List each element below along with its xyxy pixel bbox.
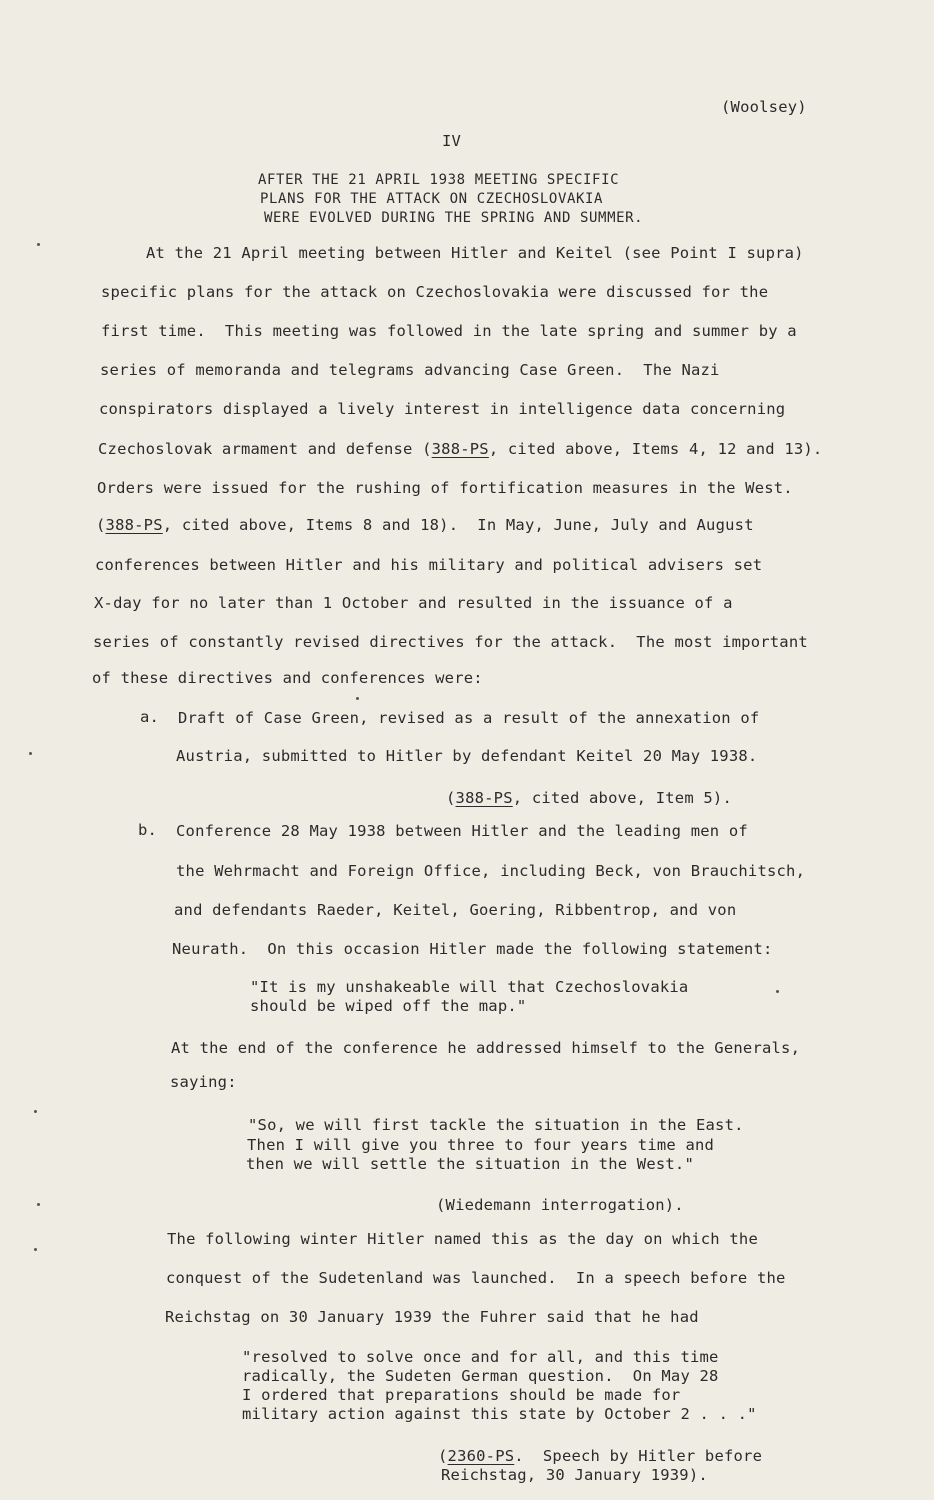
body-line: series of memoranda and telegrams advancing Case Green. The Nazi — [100, 361, 720, 379]
item-citation: (388-PS, cited above, Item 5). — [446, 789, 732, 807]
body-line: conspirators displayed a lively interest in intelligence data concerning — [99, 400, 786, 418]
item-line: Reichstag on 30 January 1939 the Fuhrer said that he had — [165, 1308, 699, 1326]
author-note: (Woolsey) — [721, 98, 807, 116]
title-line-1: AFTER THE 21 APRIL 1938 MEETING SPECIFIC — [258, 172, 620, 188]
item-line: The following winter Hitler named this as the day on which the — [167, 1230, 758, 1248]
document-reference: 388-PS — [455, 789, 513, 807]
quote-line: I ordered that preparations should be made for — [242, 1386, 681, 1404]
item-line: Draft of Case Green, revised as a result of the annexation of — [178, 709, 760, 727]
item-marker: b. — [138, 821, 158, 839]
item-line: conquest of the Sudetenland was launched. In a speech before the — [166, 1269, 786, 1287]
title-line-3: WERE EVOLVED DURING THE SPRING AND SUMMER. — [264, 210, 644, 226]
paper-speck — [34, 1110, 37, 1113]
quote-line: radically, the Sudeten German question. On May 28 — [242, 1367, 719, 1385]
body-line: of these directives and conferences were: — [92, 669, 483, 687]
final-citation-line-2: Reichstag, 30 January 1939). — [441, 1466, 708, 1484]
quote-line: "So, we will first tackle the situation in the East. — [248, 1116, 744, 1134]
quote-line: "It is my unshakeable will that Czechoslovakia — [250, 978, 689, 996]
item-line: saying: — [170, 1073, 237, 1091]
body-line: series of constantly revised directives for the attack. The most important — [93, 633, 808, 651]
paper-speck — [37, 243, 40, 246]
document-reference: 2360-PS — [447, 1447, 515, 1465]
quote-line: then we will settle the situation in the West." — [246, 1155, 694, 1173]
body-line: first time. This meeting was followed in the late spring and summer by a — [101, 322, 797, 340]
quote-line: Then I will give you three to four years time and — [247, 1136, 715, 1154]
quote-line: military action against this state by October 2 . . ." — [242, 1405, 757, 1423]
paper-speck — [37, 1203, 40, 1206]
item-line: Austria, submitted to Hitler by defendant Keitel 20 May 1938. — [176, 747, 758, 765]
paper-speck — [776, 990, 779, 993]
body-line: At the 21 April meeting between Hitler and Keitel (see Point I supra) — [146, 244, 804, 262]
quote-line: should be wiped off the map." — [250, 997, 527, 1015]
paper-speck — [29, 752, 32, 755]
body-line: specific plans for the attack on Czechoslovakia were discussed for the — [101, 283, 769, 301]
item-line: Neurath. On this occasion Hitler made the following statement: — [172, 940, 773, 958]
quote-citation: (Wiedemann interrogation). — [436, 1196, 684, 1214]
body-line-with-citation: Czechoslovak armament and defense (388-PS, cited above, Items 4, 12 and 13). — [98, 440, 823, 458]
body-line-with-citation: (388-PS, cited above, Items 8 and 18). In May, June, July and August — [96, 516, 754, 534]
item-line: the Wehrmacht and Foreign Office, including Beck, von Brauchitsch, — [176, 862, 806, 880]
item-line: and defendants Raeder, Keitel, Goering, Ribbentrop, and von — [174, 901, 737, 919]
final-citation: (2360-PS. Speech by Hitler before — [438, 1447, 763, 1465]
item-line: At the end of the conference he addressed himself to the Generals, — [171, 1039, 801, 1057]
item-line: Conference 28 May 1938 between Hitler and the leading men of — [176, 822, 748, 840]
body-line: conferences between Hitler and his military and political advisers set — [95, 556, 763, 574]
document-reference: 388-PS — [431, 440, 489, 458]
paper-speck — [34, 1248, 37, 1251]
item-marker: a. — [140, 708, 160, 726]
paper-speck — [356, 697, 359, 700]
document-reference: 388-PS — [105, 516, 163, 534]
body-line: X-day for no later than 1 October and resulted in the issuance of a — [94, 594, 733, 612]
section-number: IV — [442, 132, 462, 150]
title-line-2: PLANS FOR THE ATTACK ON CZECHOSLOVAKIA — [260, 191, 604, 207]
body-line: Orders were issued for the rushing of fortification measures in the West. — [97, 479, 793, 497]
quote-line: "resolved to solve once and for all, and this time — [242, 1348, 719, 1366]
